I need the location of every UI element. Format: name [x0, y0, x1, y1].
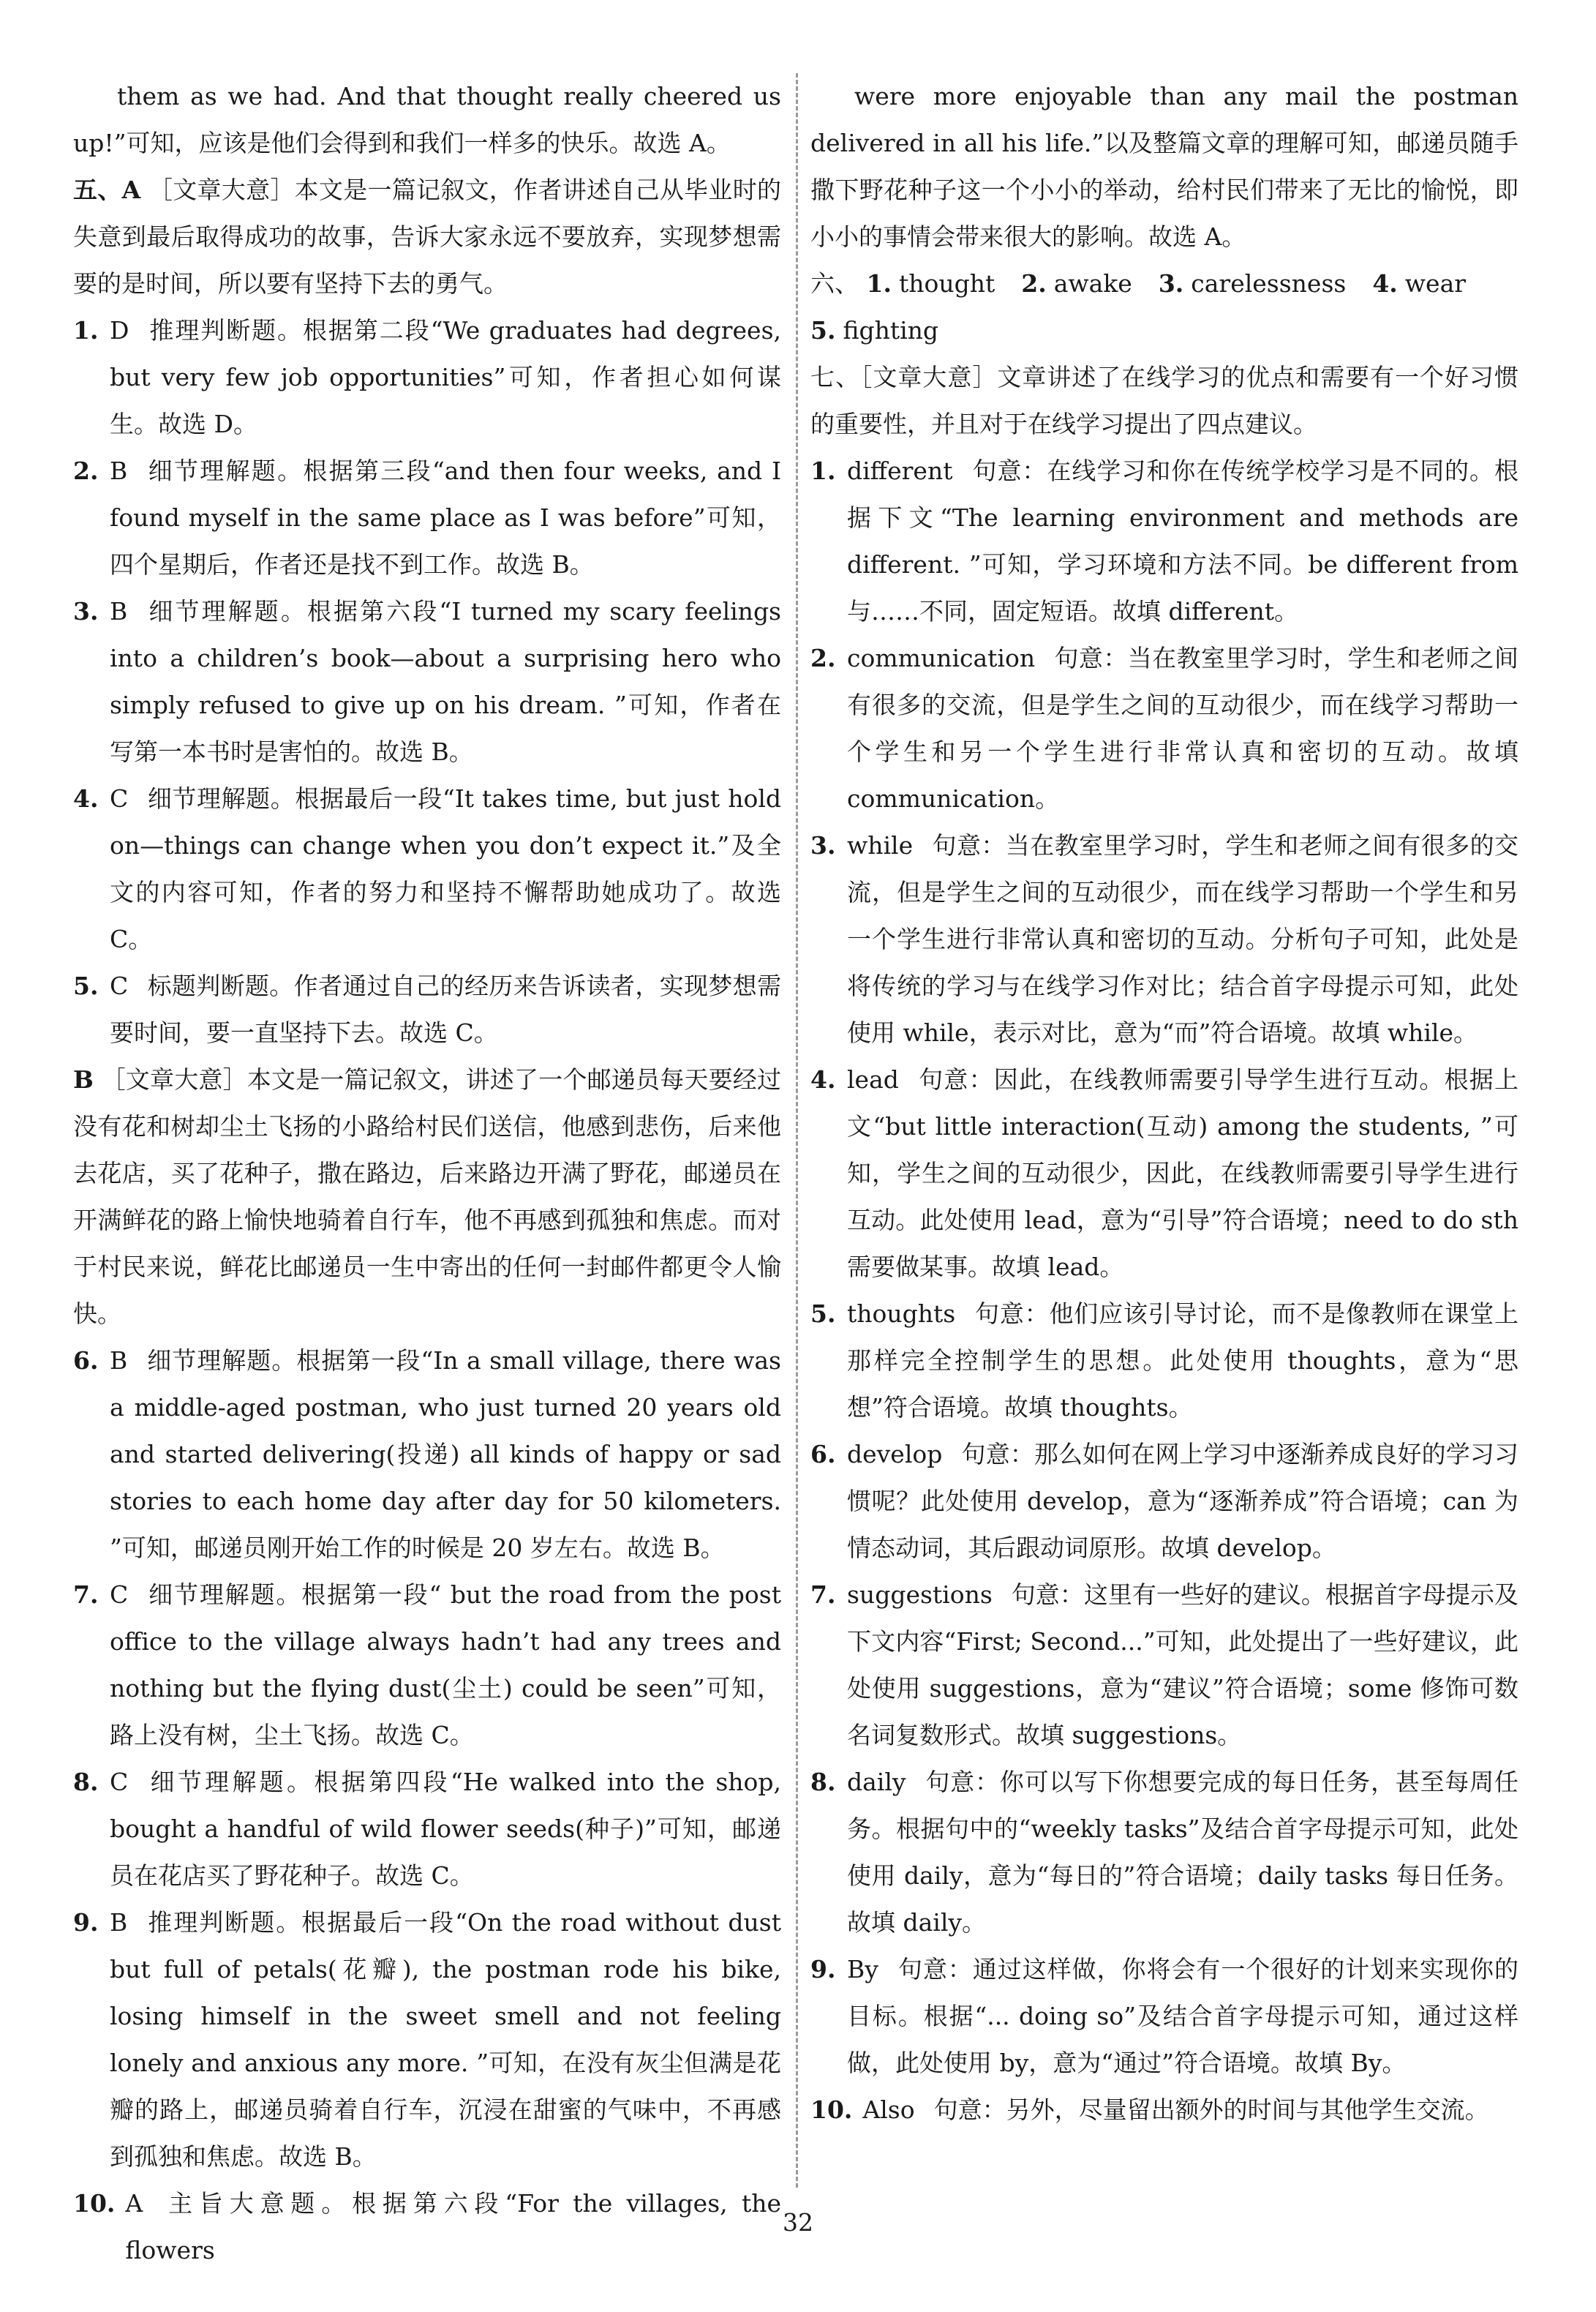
section-5a-items — [73, 307, 781, 1056]
item-explanation: 推理判断题。根据第二段“We graduates had degrees, but very few job opportunities”可知，作者担心如何谋生。故选 D。 — [110, 316, 781, 438]
section-7-items — [810, 448, 1518, 2133]
item-explanation: 句意：你可以写下你想要完成的每日任务，甚至每周任务。根据句中的“weekly tasks”及结合首字母提示可知，此处使用 daily，意为“每日的”符合语境；daily tasks 每日任务。故填 daily。 — [847, 1768, 1518, 1937]
item-explanation: 句意：在线学习和你在传统学校学习是不同的。根据下文“The learning environment and methods are different. ”可知，学习环境和方法不同。be different from 与……不同，固定短语。故填 different。 — [847, 457, 1518, 626]
item-body — [110, 776, 781, 963]
list-item — [810, 1759, 1518, 1946]
section-7-summary: ［文章大意］文章讲述了在线学习的优点和需要有一个好习惯的重要性，并且对于在线学习提出了四点建议。 — [810, 363, 1519, 438]
item-answer: C — [110, 1580, 129, 1609]
list-item — [73, 448, 781, 588]
item-body — [110, 1899, 781, 2180]
section-5b-items — [73, 1337, 781, 2274]
continued-text-right: were more enjoyable than any mail the postman delivered in all his life.”以及整篇文章的理解可知，邮递员随手撒下野花种子这一个小小的举动，给村民们带来了无比的愉悦，即小小的事情会带来很大的影响。故选 A。 — [810, 82, 1518, 251]
item-number: 10. — [810, 2095, 853, 2124]
section-6-item-number: 3. — [1158, 269, 1184, 298]
item-number: 9. — [73, 1908, 99, 1937]
item-answer: develop — [847, 1440, 943, 1468]
item-explanation: 推理判断题。根据最后一段“On the road without dust but full of petals(花瓣), the postman rode his bike, losing himself in the sweet smell and not feeling lonely and anxious any more. ”可知，在没有灰尘但满是花瓣的路上，邮递员骑着自行车，沉浸在甜蜜的气味中，不再感到孤独和焦虑。故选 B。 — [110, 1908, 781, 2171]
item-explanation: 句意：他们应该引导讨论，而不是像教师在课堂上那样完全控制学生的思想。此处使用 thoughts，意为“思想”符合语境。故填 thoughts。 — [847, 1299, 1518, 1422]
item-body — [110, 588, 781, 776]
item-explanation: 细节理解题。根据第一段“In a small village, there was a middle-aged postman, who just turned 20 years old and started delivering(投递) all kinds of happy or sad stories to each home day after day for 50 kilometers. ”可知，邮递员刚开始工作的时候是 20 岁左右。故选 B。 — [110, 1346, 781, 1562]
list-item — [73, 588, 781, 776]
list-item — [810, 1056, 1518, 1291]
item-number: 5. — [73, 972, 99, 1000]
item-answer: D — [110, 316, 129, 345]
item-number: 2. — [73, 457, 99, 485]
list-item — [810, 1431, 1518, 1572]
item-explanation: 句意：当在教室里学习时，学生和老师之间有很多的交流，但是学生之间的互动很少，而在线学习帮助一个学生和另一个学生进行非常认真和密切的互动。故填 communication。 — [847, 644, 1518, 813]
item-explanation: 句意：因此，在线教师需要引导学生进行互动。根据上文“but little interaction(互动) among the students, ”可知，学生之间的互动很少，因此，在线教师需要引导学生进行互动。此处使用 lead，意为“引导”符合语境；need to do sth 需要做某事。故填 lead。 — [847, 1065, 1518, 1281]
item-body — [847, 1291, 1518, 1431]
section-6-item-answer: carelessness — [1191, 269, 1347, 298]
item-explanation: 细节理解题。根据第一段“ but the road from the post office to the village always hadn’t had any trees and nothing but the flying dust(尘土) could be seen”可知，路上没有树，尘土飞扬。故选 C。 — [110, 1580, 781, 1749]
item-number: 1. — [73, 316, 99, 345]
section-6-item-answer: fighting — [843, 316, 939, 345]
item-number: 8. — [73, 1768, 99, 1796]
item-number: 6. — [73, 1346, 99, 1375]
item-explanation: 主旨大意题。根据第六段“For the villages, the flowers — [125, 2189, 781, 2264]
list-item — [810, 2087, 1518, 2133]
item-number: 3. — [810, 831, 836, 860]
item-answer: B — [110, 457, 128, 485]
item-answer: suggestions — [847, 1580, 993, 1609]
item-explanation: 细节理解题。根据第三段“and then four weeks, and I found myself in the same place as I was before”可知，四个星期后，作者还是找不到工作。故选 B。 — [110, 457, 781, 579]
item-number: 4. — [810, 1065, 836, 1094]
list-item — [810, 448, 1518, 635]
item-body — [847, 448, 1518, 635]
list-item — [73, 963, 781, 1056]
list-item — [73, 1759, 781, 1899]
item-explanation: 句意：这里有一些好的建议。根据首字母提示及下文内容“First; Second...”可知，此处提出了一些好建议，此处使用 suggestions，意为“建议”符合语境；some 修饰可数名词复数形式。故填 suggestions。 — [847, 1580, 1518, 1749]
item-explanation: 句意：那么如何在网上学习中逐渐养成良好的学习习惯呢？此处使用 develop，意为“逐渐养成”符合语境；can 为情态动词，其后跟动词原形。故填 develop。 — [847, 1440, 1518, 1562]
section-6-item-number: 4. — [1372, 269, 1398, 298]
item-number: 2. — [810, 644, 836, 672]
section-6-heading: 六、 — [810, 269, 859, 298]
section-5-intro — [73, 167, 781, 307]
section-b-summary: ［文章大意］本文是一篇记叙文，讲述了一个邮递员每天要经过没有花和树却尘土飞扬的小路给村民们送信，他感到悲伤，后来他去花店，买了花种子，撒在路边，后来路边开满了野花，邮递员在开满鲜花的路上愉快地骑着自行车，他不再感到孤独和焦虑。而对于村民来说，鲜花比邮递员一生中寄出的任何一封邮件都更令人愉快。 — [73, 1065, 782, 1328]
item-answer: By — [847, 1955, 878, 1983]
item-body — [847, 822, 1518, 1056]
item-answer: communication — [847, 644, 1036, 672]
list-item — [73, 307, 781, 448]
item-number: 9. — [810, 1955, 836, 1983]
item-body — [110, 1337, 781, 1572]
list-item — [73, 1337, 781, 1572]
item-answer: Also — [862, 2095, 915, 2124]
item-answer: lead — [847, 1065, 899, 1094]
item-explanation: 句意：另外，尽量留出额外的时间与其他学生交流。 — [933, 2095, 1489, 2124]
item-number: 7. — [810, 1580, 836, 1609]
item-answer: daily — [847, 1768, 906, 1796]
item-body — [110, 307, 781, 448]
list-item — [73, 1572, 781, 1759]
section-7-heading: 七、 — [810, 363, 860, 391]
item-number: 3. — [73, 597, 99, 626]
item-answer: different — [847, 457, 953, 485]
item-number: 7. — [73, 1580, 99, 1609]
list-item — [810, 1291, 1518, 1431]
list-item — [73, 1899, 781, 2180]
list-item — [810, 1946, 1518, 2087]
section-6-item-answer: awake — [1053, 269, 1132, 298]
item-number: 6. — [810, 1440, 836, 1468]
section-b-intro — [73, 1056, 781, 1337]
list-item — [810, 1572, 1518, 1759]
item-body — [110, 1572, 781, 1759]
item-body — [110, 1759, 781, 1899]
item-number: 1. — [810, 457, 836, 485]
page-number: 32 — [783, 2208, 813, 2237]
item-body — [847, 635, 1518, 822]
section-5-summary: ［文章大意］本文是一篇记叙文，作者讲述自己从毕业时的失意到最后取得成功的故事，告诉大家永远不要放弃，实现梦想需要的是时间，所以要有坚持下去的勇气。 — [73, 176, 781, 298]
continued-text: them as we had. And that thought really cheered us up!”可知，应该是他们会得到和我们一样多的快乐。故选 A。 — [73, 82, 781, 157]
section-6-item-answer: wear — [1404, 269, 1467, 298]
item-explanation: 细节理解题。根据第四段“He walked into the shop, bought a handful of wild flower seeds(种子)”可知，邮递员在花店买了野花种子。故选 C。 — [110, 1768, 781, 1890]
item-answer: B — [110, 1346, 128, 1375]
item-explanation: 句意：当在教室里学习时，学生和老师之间有很多的交流，但是学生之间的互动很少，而在线学习帮助一个学生和另一个学生进行非常认真和密切的互动。分析句子可知，此处是将传统的学习与在线学习作对比；结合首字母提示可知，此处使用 while，表示对比，意为“而”符合语境。故填 while。 — [847, 831, 1518, 1047]
section-b-heading: B — [73, 1065, 94, 1094]
section-5-heading: 五、A — [73, 176, 141, 204]
item-body — [847, 1759, 1518, 1946]
item-number: 4. — [73, 784, 99, 813]
item-answer: A — [125, 2189, 143, 2218]
item-body — [847, 1056, 1518, 1291]
section-6-item-number: 2. — [1021, 269, 1047, 298]
item-explanation: 标题判断题。作者通过自己的经历来告诉读者，实现梦想需要时间，要一直坚持下去。故选 C。 — [110, 972, 781, 1047]
item-explanation: 细节理解题。根据第六段“I turned my scary feelings into a children’s book—about a surprising hero who simply refused to give up on his dream. ”可知，作者在写第一本书时是害怕的。故选 B。 — [110, 597, 781, 766]
list-item — [73, 776, 781, 963]
item-body — [847, 1946, 1518, 2087]
item-body — [847, 1431, 1518, 1572]
item-number: 8. — [810, 1768, 836, 1796]
item-number: 10. — [73, 2189, 116, 2218]
section-6-item-number: 1. — [866, 269, 892, 298]
section-7-intro — [810, 354, 1518, 448]
section-6-item-answer: thought — [898, 269, 995, 298]
item-body — [110, 963, 781, 1056]
left-column — [73, 73, 781, 2274]
item-answer: while — [847, 831, 914, 860]
item-explanation: 细节理解题。根据最后一段“It takes time, but just hold on—things can change when you don’t expect it.”及全文的内容可知，作者的努力和坚持不懈帮助她成功了。故选 C。 — [110, 784, 781, 953]
section-6 — [810, 260, 1518, 354]
item-answer: B — [110, 597, 128, 626]
right-column — [810, 73, 1518, 2133]
item-answer: thoughts — [847, 1299, 956, 1328]
item-explanation: 句意：通过这样做，你将会有一个很好的计划来实现你的目标。根据“... doing so”及结合首字母提示可知，通过这样做，此处使用 by，意为“通过”符合语境。故填 By。 — [847, 1955, 1518, 2077]
list-item — [810, 822, 1518, 1056]
item-number: 5. — [810, 1299, 836, 1328]
item-answer: C — [110, 784, 129, 813]
list-item — [810, 635, 1518, 822]
item-answer: C — [110, 972, 129, 1000]
item-body — [110, 448, 781, 588]
column-divider — [796, 73, 798, 2188]
item-body — [862, 2087, 1518, 2133]
item-body — [847, 1572, 1518, 1759]
item-answer: B — [110, 1908, 128, 1937]
item-answer: C — [110, 1768, 129, 1796]
section-6-item-number: 5. — [810, 316, 836, 345]
